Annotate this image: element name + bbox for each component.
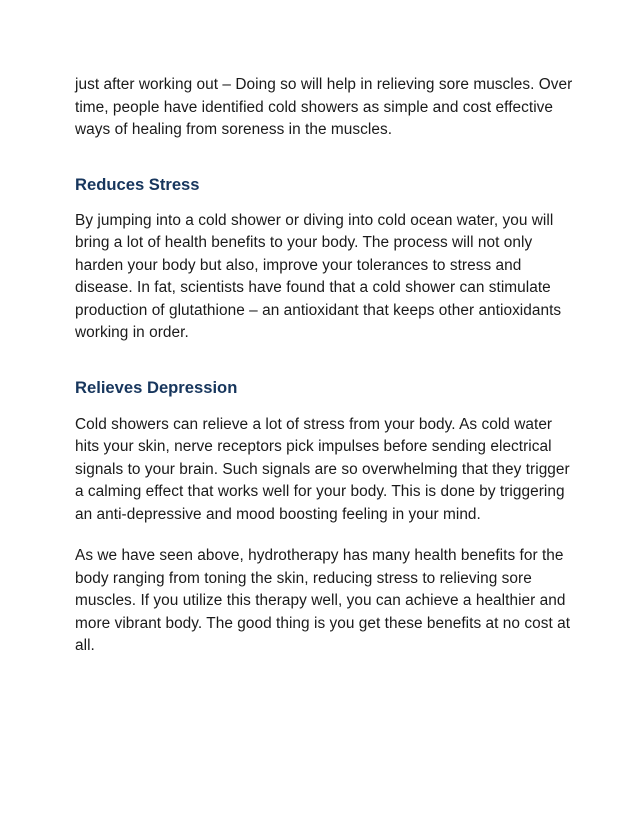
section-heading-reduces-stress: Reduces Stress xyxy=(75,174,200,194)
section-heading-relieves-depression: Relieves Depression xyxy=(75,377,238,397)
reduces-stress-paragraph: By jumping into a cold shower or diving into cold ocean water, you will bring a lot of health benefits to your body. The process will not only harden your body but also, improve your tolerances to stress and disease. In fat, scientists have found that a cold shower can stimulate production of glutathione – an antioxidant that keeps other antioxidants working in order. xyxy=(75,211,562,341)
conclusion-paragraph: As we have seen above, hydrotherapy has many health benefits for the body ranging from toning the skin, reducing stress to relieving sore muscles. If you utilize this therapy well, you can achieve a healthier and more vibrant body. The good thing is you get these benefits at no cost at all. xyxy=(75,547,571,654)
relieves-depression-paragraph: Cold showers can relieve a lot of stress from your body. As cold water hits your skin, nerve receptors pick impulses before sending electrical signals to your brain. Such signals are so overwhelming that they trigger a calming effect that works well for your body. This is done by triggering an anti-depressive and mood boosting feeling in your mind. xyxy=(75,415,570,523)
intro-paragraph: just after working out – Doing so will help in relieving sore muscles. Over time, people have identified cold showers as simple and cost effective ways of healing from soreness in the muscles. xyxy=(75,76,573,138)
